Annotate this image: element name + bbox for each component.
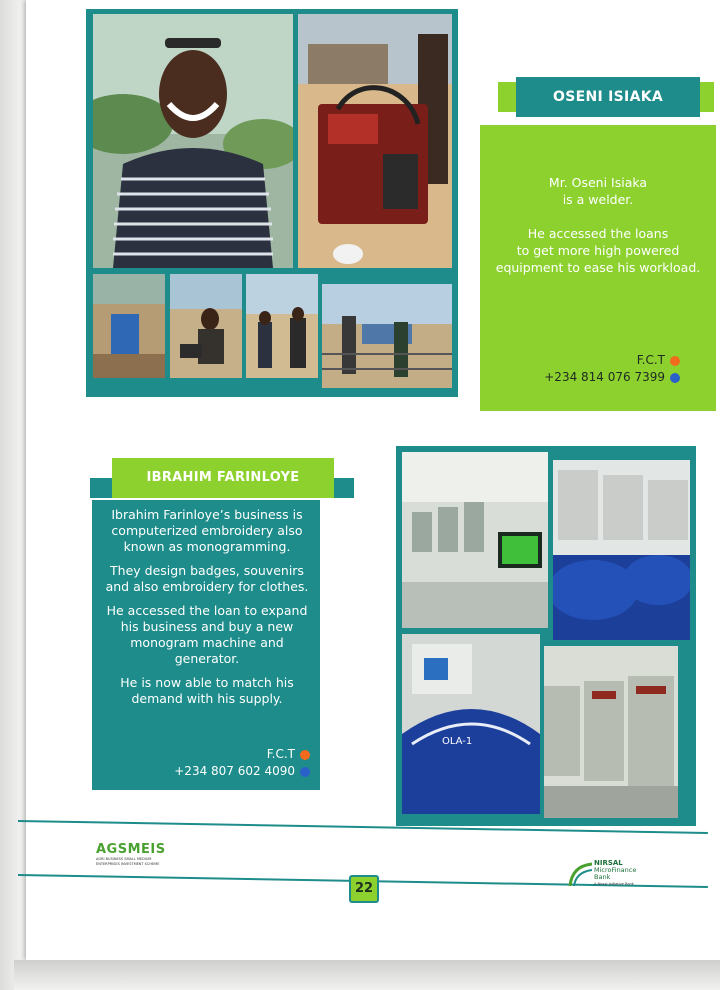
nirsal-swoosh-icon xyxy=(568,860,594,890)
ibrahim-location: F.C.T xyxy=(266,747,295,761)
oseni-text-line-2: is a welder. xyxy=(562,192,634,207)
embroidery-machine-photo-1 xyxy=(402,452,548,628)
page-number-badge xyxy=(349,875,379,903)
oseni-text-line-4: to get more high powered xyxy=(516,243,680,258)
agsmeis-logo-subtitle: AGRI BUSINESS SMALL MEDIUM ENTERPRISES INVESTMENT SCHEME xyxy=(96,857,160,866)
oseni-contact xyxy=(500,352,680,386)
oseni-text-line-1: Mr. Oseni Isiaka xyxy=(548,175,648,190)
page-bottom-edge xyxy=(14,960,720,990)
workshop-photo-1 xyxy=(93,274,165,378)
workshop-photo-4 xyxy=(322,284,452,388)
workshop-photo-2 xyxy=(170,274,242,378)
nirsal-microfinance: MicroFinance xyxy=(594,866,637,874)
oseni-text-line-5: equipment to ease his workload. xyxy=(495,260,701,275)
oseni-name: OSENI ISIAKA xyxy=(553,89,663,105)
welder-portrait-photo xyxy=(93,14,293,268)
workshop-photo-3 xyxy=(246,274,318,378)
ibrahim-paragraph-2: They design badges, souvenirs and also embroidery for clothes. xyxy=(105,563,309,594)
location-pin-icon xyxy=(670,356,680,366)
nirsal-name: NIRSAL xyxy=(594,859,623,867)
ibrahim-name-banner xyxy=(112,458,334,498)
ibrahim-paragraph-1: Ibrahim Farinloye’s business is computerized embroidery also known as monogramming. xyxy=(111,507,303,554)
ibrahim-name: IBRAHIM FARINLOYE xyxy=(146,470,300,485)
agsmeis-logo xyxy=(96,842,216,866)
oseni-text-line-3: He accessed the loans xyxy=(527,226,669,241)
nirsal-logo xyxy=(568,856,658,896)
oseni-location: F.C.T xyxy=(636,353,665,367)
svg-text:OLA-1: OLA-1 xyxy=(442,736,473,747)
oseni-phone: +234 814 076 7399 xyxy=(544,370,665,384)
ibrahim-paragraph-4: He is now able to match his demand with his supply. xyxy=(120,675,294,706)
page-number: 22 xyxy=(354,881,374,896)
phone-icon xyxy=(670,373,680,383)
ibrahim-contact xyxy=(130,746,310,780)
ibrahim-description xyxy=(104,507,310,715)
oseni-name-banner xyxy=(516,77,700,117)
ibrahim-phone: +234 807 602 4090 xyxy=(174,764,295,778)
embroidery-machine-photo-3 xyxy=(544,646,678,818)
location-pin-icon xyxy=(300,750,310,760)
oseni-description xyxy=(484,174,712,276)
agsmeis-logo-text: AGSMEIS xyxy=(96,842,166,857)
nirsal-tagline: A Nirsal Initiative Bank xyxy=(594,882,634,886)
phone-icon xyxy=(300,767,310,777)
ibrahim-paragraph-3: He accessed the loan to expand his business and buy a new monogram machine and generator. xyxy=(106,603,308,666)
nirsal-bank: Bank xyxy=(594,873,611,881)
embroidery-cap-photo xyxy=(402,634,540,814)
embroidery-machine-photo-2 xyxy=(553,460,690,640)
welding-machine-photo xyxy=(298,14,452,268)
